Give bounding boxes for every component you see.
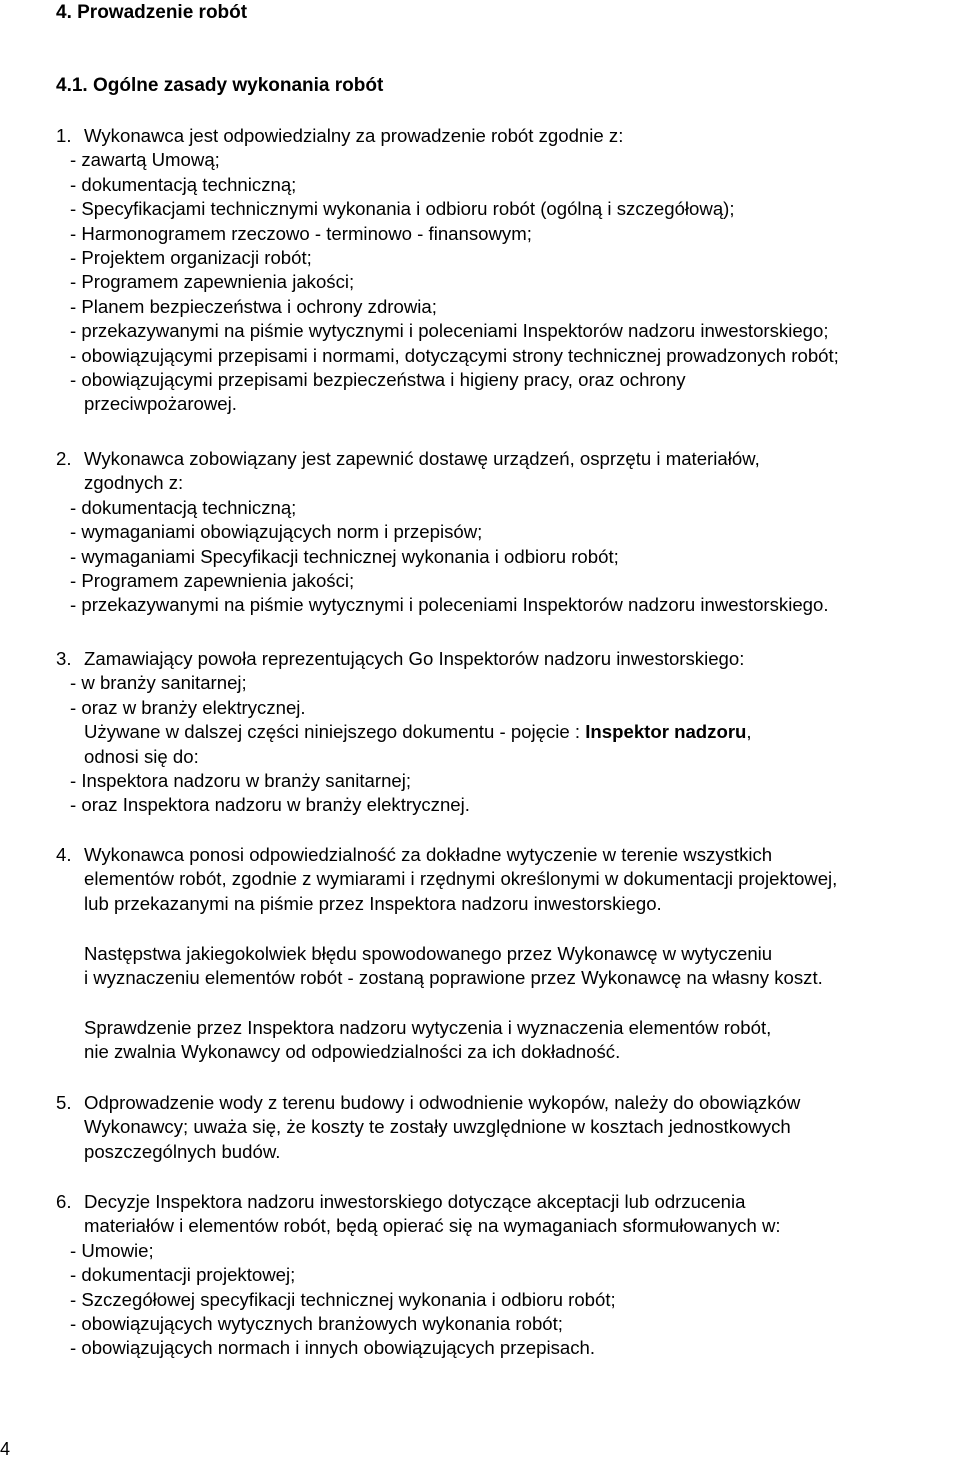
list-item-continuation: przeciwpożarowej.: [84, 393, 237, 415]
paragraph-line: elementów robót, zgodnie z wymiarami i rzędnymi określonymi w dokumentacji projektowej,: [84, 868, 838, 890]
list-item: - Programem zapewnienia jakości;: [70, 271, 355, 293]
list-item: - dokumentacji projektowej;: [70, 1264, 296, 1286]
clause-number: 3.: [56, 648, 72, 669]
clause-6: [56, 1190, 956, 1361]
paragraph: [84, 942, 956, 991]
list-item: - obowiązującymi przepisami bezpieczeństwa i higieny pracy, oraz ochrony: [70, 368, 686, 390]
list-item: - przekazywanymi na piśmie wytycznymi i poleceniami Inspektorów nadzoru inwestorskiego;: [70, 320, 829, 342]
clause-3: [56, 647, 956, 818]
list-item: - Inspektora nadzoru w branży sanitarnej;: [70, 769, 412, 791]
definition-line-continuation: odnosi się do:: [84, 745, 199, 767]
list-item: - oraz Inspektora nadzoru w branży elektrycznej.: [70, 794, 470, 816]
clause-intro: Zamawiający powoła reprezentujących Go Inspektorów nadzoru inwestorskiego:: [84, 648, 745, 669]
list-item: - oraz w branży elektrycznej.: [70, 696, 306, 718]
paragraph-line: Wykonawcy; uważa się, że koszty te zostały uwzględnione w kosztach jednostkowych: [84, 1116, 791, 1138]
defined-term: Inspektor nadzoru: [585, 721, 747, 743]
clause-number: 2.: [56, 448, 72, 469]
paragraph-line: lub przekazanymi na piśmie przez Inspektora nadzoru inwestorskiego.: [84, 892, 662, 914]
list-item: - obowiązujących wytycznych branżowych wykonania robót;: [70, 1312, 563, 1334]
list-item: - Projektem organizacji robót;: [70, 246, 312, 268]
list-item: - wymaganiami obowiązujących norm i przepisów;: [70, 521, 483, 543]
clause-5: [56, 1091, 956, 1164]
clause-intro: Wykonawca zobowiązany jest zapewnić dostawę urządzeń, osprzętu i materiałów,: [84, 448, 760, 469]
paragraph-line: Następstwa jakiegokolwiek błędu spowodowanego przez Wykonawcę w wytyczeniu: [84, 943, 773, 964]
list-item: - w branży sanitarnej;: [70, 672, 247, 694]
list-item: - obowiązujących normach i innych obowiązujących przepisach.: [70, 1337, 596, 1359]
list-item: - dokumentacją techniczną;: [70, 173, 297, 195]
paragraph-line: Wykonawca ponosi odpowiedzialność za dokładne wytyczenie w terenie wszystkich: [84, 844, 773, 865]
paragraph-line: Odprowadzenie wody z terenu budowy i odwodnieniе wykopów, należy do obowiązków: [84, 1092, 801, 1113]
clause-number: 4.: [56, 844, 72, 865]
paragraph-line: nie zwalnia Wykonawcy od odpowiedzialności za ich dokładność.: [84, 1041, 621, 1063]
list-item: - Harmonogramem rzeczowo - terminowo - finansowym;: [70, 222, 532, 244]
clause-intro-continuation: zgodnych z:: [84, 472, 184, 494]
list-item: - przekazywanymi na piśmie wytycznymi i poleceniami Inspektorów nadzoru inwestorskiego.: [70, 594, 829, 616]
clause-intro: Wykonawca jest odpowiedzialny za prowadzenie robót zgodnie z:: [84, 125, 624, 146]
paragraph-line: poszczególnych budów.: [84, 1140, 281, 1162]
page-number: 4: [0, 1439, 11, 1459]
clause-number: 5.: [56, 1092, 72, 1113]
list-item: - Planem bezpieczeństwa i ochrony zdrowia;: [70, 295, 437, 317]
list-item: - wymaganiami Specyfikacji technicznej wykonania i odbioru robót;: [70, 545, 619, 567]
list-item: - Programem zapewnienia jakości;: [70, 569, 355, 591]
list-item: - Umowie;: [70, 1239, 154, 1261]
paragraph-line: i wyznaczeniu elementów robót - zostaną poprawione przez Wykonawcę na własny koszt.: [84, 967, 823, 989]
subsection-heading: 4.1. Ogólne zasady wykonania robót: [56, 75, 384, 96]
clause-number: 6.: [56, 1191, 72, 1212]
clause-2: [56, 447, 956, 618]
definition-text: Używane w dalszej części niniejszego dokumentu - pojęcie :: [84, 721, 586, 743]
paragraph-line: materiałów i elementów robót, będą opierać się na wymaganiach sformułowanych w:: [84, 1215, 781, 1237]
list-item: - dokumentacją techniczną;: [70, 496, 297, 518]
clause-4: [56, 843, 956, 916]
clause-number: 1.: [56, 125, 72, 146]
paragraph-line: Decyzje Inspektora nadzoru inwestorskiego dotyczące akceptacji lub odrzucenia: [84, 1191, 746, 1212]
list-item: - Specyfikacjami technicznymi wykonania i odbioru robót (ogólną i szczegółową);: [70, 198, 735, 220]
list-item: - zawartą Umową;: [70, 149, 220, 171]
list-item: - obowiązującymi przepisami i normami, dotyczącymi strony technicznej prowadzonych robót;: [70, 344, 839, 366]
list-item: - Szczegółowej specyfikacji technicznej wykonania i odbioru robót;: [70, 1288, 616, 1310]
paragraph-line: Sprawdzenie przez Inspektora nadzoru wytyczenia i wyznaczenia elementów robót,: [84, 1017, 772, 1038]
paragraph: [84, 1016, 956, 1065]
clause-1: [56, 124, 956, 417]
definition-line: [56, 720, 956, 744]
definition-punctuation: ,: [746, 721, 752, 743]
section-heading: 4. Prowadzenie robót: [56, 2, 248, 23]
